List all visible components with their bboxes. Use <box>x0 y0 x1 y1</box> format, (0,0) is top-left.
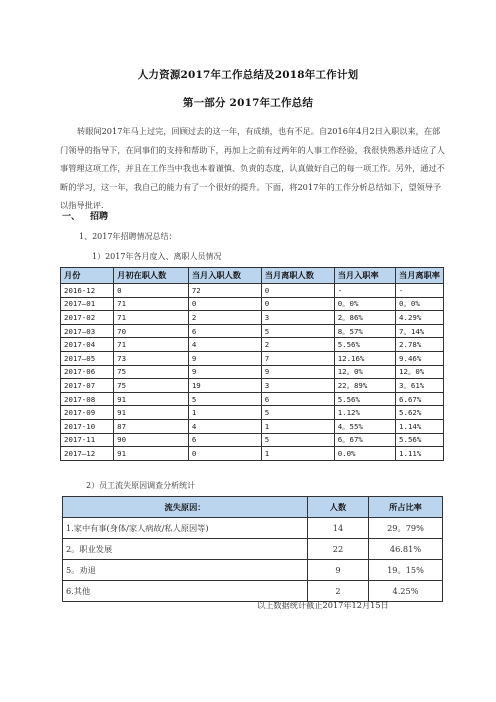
table-cell: 5.56% <box>334 338 395 352</box>
document-title: 人力资源2017年工作总结及2018年工作计划 <box>137 69 359 81</box>
table-cell: 3 <box>261 311 334 325</box>
table-cell: 1.家中有事(身体/家人病故/私人原因等) <box>63 518 308 539</box>
loss-reason-table <box>62 496 443 602</box>
table-cell: 7。14% <box>396 324 444 338</box>
table-cell: 14 <box>308 518 369 539</box>
table-cell: - <box>396 284 444 298</box>
table-cell: 2017-07 <box>61 379 114 393</box>
table-cell: 5 <box>261 433 334 447</box>
table-cell: 6 <box>188 324 261 338</box>
table-cell: 9 <box>188 365 261 379</box>
table-cell: 5 <box>261 406 334 420</box>
subheading-recruitment-summary: 1、2017年招聘情况总结： <box>79 232 177 241</box>
table-row <box>61 447 444 461</box>
table-cell: 2016-12 <box>61 284 114 298</box>
table-row <box>61 379 444 393</box>
table-cell: 2。86% <box>334 311 395 325</box>
table-cell: 71 <box>114 338 189 352</box>
table-cell: 2 <box>308 581 369 602</box>
table-cell: 2 <box>261 338 334 352</box>
table-row <box>61 433 444 447</box>
table-cell: 90 <box>114 433 189 447</box>
table-cell: 6。67% <box>334 433 395 447</box>
table-cell: 72 <box>188 284 261 298</box>
table-cell: 0 <box>261 284 334 298</box>
table-cell: 91 <box>114 447 189 461</box>
table-cell: 6 <box>261 392 334 406</box>
table-cell: 6.67% <box>396 392 444 406</box>
table-cell: 12。0% <box>396 365 444 379</box>
table-row <box>61 351 444 365</box>
monthly-turnover-table <box>60 267 444 461</box>
table-cell: 9 <box>261 365 334 379</box>
table-header-row <box>63 497 443 518</box>
table-cell: 1 <box>261 419 334 433</box>
table-cell: 19 <box>188 379 261 393</box>
table-row <box>61 338 444 352</box>
table-cell: 2017-10 <box>61 419 114 433</box>
table-row <box>61 406 444 420</box>
table-cell: 0 <box>261 297 334 311</box>
table-cell: 2017—01 <box>61 297 114 311</box>
table-cell: 2017-11 <box>61 433 114 447</box>
table-cell: 2017—12 <box>61 447 114 461</box>
table-cell: 0 <box>114 284 189 298</box>
table-cell: 2017-04 <box>61 338 114 352</box>
table-cell: 19。15% <box>369 560 443 581</box>
table-cell: 91 <box>114 406 189 420</box>
table-cell: 0。0% <box>396 297 444 311</box>
table-cell: 2。职业发展 <box>63 539 308 560</box>
table-cell: 8。57% <box>334 324 395 338</box>
col-header-reason: 流失原因： <box>63 497 308 518</box>
col-header-count: 人数 <box>308 497 369 518</box>
table-cell: 2017—05 <box>61 351 114 365</box>
table-cell: 1 <box>188 406 261 420</box>
col-header-ratio: 所占比率 <box>369 497 443 518</box>
table-cell: 71 <box>114 311 189 325</box>
table-cell: 71 <box>114 297 189 311</box>
table-cell: 0。0% <box>334 297 395 311</box>
section-heading-recruitment <box>62 209 108 222</box>
table-row <box>61 365 444 379</box>
table-cell: 1.11% <box>396 447 444 461</box>
table-cell: 5 <box>188 392 261 406</box>
col-header-hires: 当月入职人数 <box>188 268 261 284</box>
table-cell: 5.62% <box>396 406 444 420</box>
table-cell: 5.56% <box>334 392 395 406</box>
table-cell: 75 <box>114 365 189 379</box>
table-row <box>61 311 444 325</box>
table-cell: 5 <box>261 324 334 338</box>
table-cell: 2017—03 <box>61 324 114 338</box>
section-label: 招聘 <box>90 212 109 222</box>
table-cell: 0.0% <box>334 447 395 461</box>
table-cell: 2017-02 <box>61 311 114 325</box>
table-row <box>61 284 444 298</box>
table-cell: 4.25% <box>369 581 443 602</box>
table-row <box>61 324 444 338</box>
col-header-departure-rate: 当月离职率 <box>396 268 444 284</box>
table-cell: 0 <box>188 297 261 311</box>
intro-paragraph: 转眼间2017年马上过完，回顾过去的这一年，有成绩，也有不足。自2016年4月2日入职以来，在部门领导的指导下，在同事们的支持和帮助下，再加上之前有过两年的人事工作经验，我很快熟悉并适应了人事管理这项工作，并且在工作当中我也本着谨慎、负责的态度，认真做好自己的每一项工作。另外，通过不断的学习，这一年，我自己的能力有了一个很好的提升。下面，将2017年的工作分析总结如下，望领导予以指导批评. <box>60 126 445 211</box>
table-row <box>63 560 443 581</box>
col-header-departures: 当月离职人数 <box>261 268 334 284</box>
table-cell: 4.29% <box>396 311 444 325</box>
table-row <box>63 518 443 539</box>
table-cell: 29。79% <box>369 518 443 539</box>
table-cell: 2017-09 <box>61 406 114 420</box>
table-cell: 5.56% <box>396 433 444 447</box>
table-cell: 22。89% <box>334 379 395 393</box>
subheading-monthly-turnover: 1）2017年各月度入、离职人员情况 <box>92 252 222 261</box>
table-cell: 73 <box>114 351 189 365</box>
table-cell: 2.78% <box>396 338 444 352</box>
table-row <box>61 392 444 406</box>
table-cell: 4。55% <box>334 419 395 433</box>
table-cell: 46.81% <box>369 539 443 560</box>
table-cell: 75 <box>114 379 189 393</box>
table-cell: 3 <box>261 379 334 393</box>
table-row <box>63 581 443 602</box>
table-cell: 6.其他 <box>63 581 308 602</box>
table-row <box>61 419 444 433</box>
table-cell: 70 <box>114 324 189 338</box>
table-cell: 9 <box>308 560 369 581</box>
table-cell: 12。0% <box>334 365 395 379</box>
table-header-row <box>61 268 444 284</box>
table-cell: 22 <box>308 539 369 560</box>
table-cell: 6 <box>188 433 261 447</box>
col-header-hire-rate: 当月入职率 <box>334 268 395 284</box>
table-cell: 87 <box>114 419 189 433</box>
table-cell: 1 <box>261 447 334 461</box>
table-cell: 0 <box>188 447 261 461</box>
table-cell: - <box>334 284 395 298</box>
col-header-start-headcount: 月初在职人数 <box>114 268 189 284</box>
table-cell: 9.46% <box>396 351 444 365</box>
table-cell: 4 <box>188 338 261 352</box>
table-cell: 5。劝退 <box>63 560 308 581</box>
table-cell: 2 <box>188 311 261 325</box>
table-cell: 2017-06 <box>61 365 114 379</box>
data-cutoff-note: 以上数据统计截止2017年12月15日 <box>257 600 389 610</box>
table-cell: 91 <box>114 392 189 406</box>
table-cell: 9 <box>188 351 261 365</box>
table-cell: 12.16% <box>334 351 395 365</box>
part-title: 第一部分 2017年工作总结 <box>182 97 314 109</box>
table-cell: 3。61% <box>396 379 444 393</box>
table-cell: 1.14% <box>396 419 444 433</box>
table-cell: 2017-08 <box>61 392 114 406</box>
table-row <box>61 297 444 311</box>
section-number: 一、 <box>62 212 81 222</box>
table-cell: 7 <box>261 351 334 365</box>
table-row <box>63 539 443 560</box>
col-header-month: 月份 <box>61 268 114 284</box>
table-cell: 1.12% <box>334 406 395 420</box>
table-cell: 4 <box>188 419 261 433</box>
subheading-loss-analysis: 2）员工流失原因调查分析统计 <box>86 481 196 490</box>
